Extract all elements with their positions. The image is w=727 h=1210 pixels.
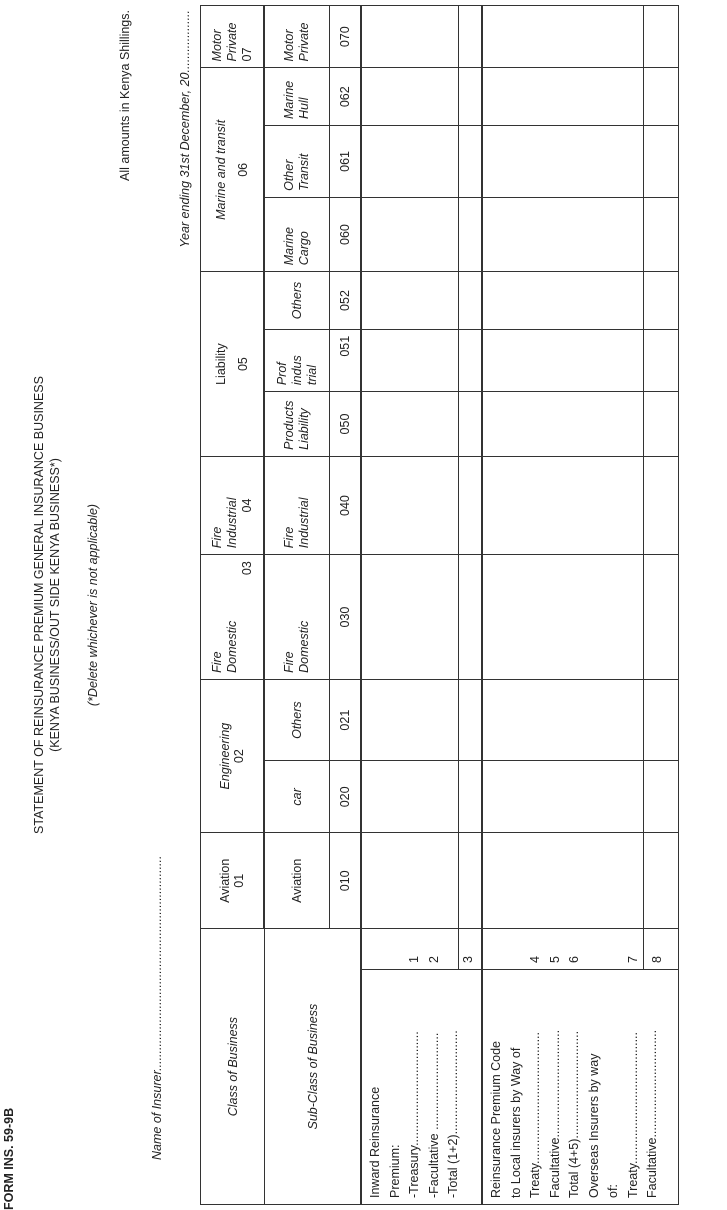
code-050: 050 xyxy=(330,392,362,457)
b1-line2: Premium: xyxy=(387,1144,402,1198)
row-number-5: 5 xyxy=(547,956,562,964)
row-numbers-1-2 xyxy=(361,929,459,970)
sub-aviation: Aviation xyxy=(265,833,330,929)
row-number-7: 7 xyxy=(625,956,640,964)
sub-other-transit-name2: Transit xyxy=(297,153,311,191)
class-motor-private xyxy=(201,6,264,68)
cell[interactable] xyxy=(459,272,483,330)
sub-prof-industrial-name3: trial xyxy=(304,365,319,386)
row-number-4: 4 xyxy=(528,956,542,964)
class-fire-domestic-name2: Domestic xyxy=(224,620,239,673)
class-engineering xyxy=(201,679,264,832)
cell[interactable] xyxy=(459,6,483,68)
code-062: 062 xyxy=(330,68,362,126)
class-marine-name: Marine and transit xyxy=(214,119,228,220)
cell[interactable] xyxy=(459,456,483,554)
insurer-name-field[interactable]: Name of Insurer.............................................................. xyxy=(150,855,164,1160)
cell[interactable] xyxy=(361,125,459,197)
cell[interactable] xyxy=(482,833,644,929)
cell[interactable] xyxy=(459,68,483,126)
b2-line6: Overseas Insurers by way xyxy=(586,1053,601,1198)
sub-fire-industrial xyxy=(265,456,330,554)
sub-liab-others: Others xyxy=(265,272,330,330)
sub-marine-hull-name2: Hull xyxy=(297,97,311,119)
cell[interactable] xyxy=(482,679,644,761)
cell[interactable] xyxy=(459,392,483,457)
code-060: 060 xyxy=(330,197,362,271)
class-fire-industrial-code: 04 xyxy=(239,498,254,513)
cell[interactable] xyxy=(644,125,679,197)
sub-prof-industrial-name2: indus xyxy=(289,355,304,386)
cell[interactable] xyxy=(482,6,644,68)
sub-marine-hull-name1: Marine xyxy=(282,80,296,119)
sub-other-transit-name1: Other xyxy=(282,159,296,191)
code-020: 020 xyxy=(330,761,362,833)
cell[interactable] xyxy=(482,68,644,126)
cell[interactable] xyxy=(644,456,679,554)
cell[interactable] xyxy=(459,329,483,391)
sub-eng-others: Others xyxy=(265,679,330,761)
cell[interactable] xyxy=(459,679,483,761)
cell[interactable] xyxy=(644,679,679,761)
cell[interactable] xyxy=(361,392,459,457)
sub-fire-domestic xyxy=(265,555,330,680)
code-052: 052 xyxy=(330,272,362,330)
class-marine xyxy=(201,68,264,272)
sub-motor-private xyxy=(265,6,330,68)
sub-marine-hull xyxy=(265,68,330,126)
sub-fire-domestic-name2: Domestic xyxy=(297,620,311,673)
b1-line3: -Treasury................................. xyxy=(407,1031,421,1198)
row-number-2: 2 xyxy=(426,956,441,964)
class-motor-private-name1: Motor xyxy=(209,29,224,62)
sub-fire-industrial-name2: Industrial xyxy=(297,497,311,549)
cell[interactable] xyxy=(361,555,459,680)
class-motor-private-name2: Private xyxy=(224,22,239,62)
cell[interactable] xyxy=(482,761,644,833)
class-motor-private-code: 07 xyxy=(239,47,254,62)
cell[interactable] xyxy=(482,125,644,197)
code-061: 061 xyxy=(330,125,362,197)
cell[interactable] xyxy=(361,6,459,68)
class-fire-industrial xyxy=(201,456,264,554)
cell[interactable] xyxy=(644,6,679,68)
form-code: FORM INS. 59-9B xyxy=(2,1107,16,1210)
cell[interactable] xyxy=(644,761,679,833)
class-engineering-code: 02 xyxy=(232,749,246,764)
sub-prof-industrial xyxy=(265,329,330,391)
cell[interactable] xyxy=(644,68,679,126)
b2-line8: Treaty...................................... xyxy=(625,1031,640,1198)
cell[interactable] xyxy=(482,272,644,330)
reinsurance-ceded-row xyxy=(482,6,644,1205)
cell[interactable] xyxy=(361,761,459,833)
form-title: STATEMENT OF REINSURANCE PREMIUM GENERAL INSURANCE BUSINESS xyxy=(32,376,46,834)
class-fire-domestic-name1: Fire xyxy=(209,651,224,673)
class-row xyxy=(201,6,264,1205)
period-field[interactable]: Year ending 31st December, 20.................. xyxy=(178,10,192,248)
cell[interactable] xyxy=(482,456,644,554)
row-number-8: 8 xyxy=(644,929,679,970)
code-021: 021 xyxy=(330,679,362,761)
sub-marine-cargo xyxy=(265,197,330,271)
sub-fire-domestic-name1: Fire xyxy=(282,651,296,673)
row-number-6: 6 xyxy=(567,956,581,964)
row-numbers-4-7 xyxy=(482,929,644,970)
cell[interactable] xyxy=(361,833,459,929)
row-number-3: 3 xyxy=(459,929,483,970)
code-051: 051 xyxy=(330,329,362,391)
class-liability xyxy=(201,272,264,457)
amounts-note: All amounts in Kenya Shillings. xyxy=(118,10,132,181)
cell[interactable] xyxy=(361,329,459,391)
subclass-row xyxy=(265,6,330,1205)
subclass-of-business-label: Sub-Class of Business xyxy=(265,929,362,1205)
row-number-1: 1 xyxy=(407,956,421,964)
cell[interactable] xyxy=(459,555,483,680)
cell[interactable] xyxy=(361,456,459,554)
code-070: 070 xyxy=(330,6,362,68)
code-030: 030 xyxy=(330,555,362,680)
class-fire-industrial-name2: Industrial xyxy=(224,497,239,549)
code-040: 040 xyxy=(330,456,362,554)
cell[interactable] xyxy=(644,833,679,929)
b2-line9: Facultative............................... xyxy=(645,1029,659,1198)
cell[interactable] xyxy=(644,272,679,330)
cell[interactable] xyxy=(361,272,459,330)
b2-line4: Facultative............................... xyxy=(547,1029,562,1198)
cell[interactable] xyxy=(482,197,644,271)
cell[interactable] xyxy=(482,555,644,680)
cell[interactable] xyxy=(644,329,679,391)
b2-line7: of: xyxy=(606,1184,620,1198)
b2-line1: Reinsurance Premium Code xyxy=(489,1040,503,1198)
cell[interactable] xyxy=(644,555,679,680)
class-aviation xyxy=(201,833,264,929)
cell[interactable] xyxy=(644,197,679,271)
inward-reinsurance-label xyxy=(361,970,482,1205)
sub-motor-private-name2: Private xyxy=(297,22,311,62)
inward-reinsurance-row xyxy=(361,6,459,1205)
sub-products-liability xyxy=(265,392,330,457)
class-fire-domestic xyxy=(201,555,264,680)
cell[interactable] xyxy=(482,329,644,391)
sub-marine-cargo-name1: Marine xyxy=(282,227,296,266)
class-aviation-code: 01 xyxy=(232,873,246,888)
class-of-business-label: Class of Business xyxy=(201,929,265,1205)
cell[interactable] xyxy=(459,125,483,197)
class-fire-industrial-name1: Fire xyxy=(209,526,224,549)
cell[interactable] xyxy=(644,392,679,457)
b2-line2: to Local insurers by Way of xyxy=(508,1047,523,1198)
b1-line5: -Total (1+2).............................. xyxy=(446,1030,460,1198)
sub-products-liability-name1: Products xyxy=(282,400,296,450)
cell[interactable] xyxy=(361,197,459,271)
class-aviation-name: Aviation xyxy=(218,858,232,903)
form-subtitle: (KENYA BUSINESS/OUT SIDE KENYA BUSINESS*) xyxy=(48,458,62,752)
class-fire-domestic-code: 03 xyxy=(239,561,254,576)
b1-line1: Inward Reinsurance xyxy=(368,1086,382,1198)
cell[interactable] xyxy=(361,679,459,761)
cell[interactable] xyxy=(459,761,483,833)
sub-products-liability-name2: Liability xyxy=(297,408,311,450)
delete-note: (*Delete whichever is not applicable) xyxy=(86,503,100,707)
sub-car: car xyxy=(265,761,330,833)
class-liability-name: Liability xyxy=(214,343,228,385)
class-marine-code: 06 xyxy=(236,162,250,177)
sub-marine-cargo-name2: Cargo xyxy=(297,231,311,266)
cell[interactable] xyxy=(482,392,644,457)
reinsurance-ceded-label xyxy=(482,970,679,1205)
class-liability-code: 05 xyxy=(236,357,250,372)
premium-table xyxy=(200,5,679,1205)
sub-prof-industrial-name1: Prof xyxy=(274,362,289,386)
cell[interactable] xyxy=(459,197,483,271)
cell[interactable] xyxy=(459,833,483,929)
code-010: 010 xyxy=(330,833,362,929)
class-engineering-name: Engineering xyxy=(218,722,232,790)
cell[interactable] xyxy=(361,68,459,126)
sub-other-transit xyxy=(265,125,330,197)
b2-line3: Treaty...................................... xyxy=(528,1031,542,1198)
b1-line4: -Facultative ............................ xyxy=(426,1032,441,1198)
sub-fire-industrial-name1: Fire xyxy=(282,526,296,549)
sub-motor-private-name1: Motor xyxy=(282,29,296,62)
b2-line5: Total (4+5)............................... xyxy=(567,1030,581,1198)
